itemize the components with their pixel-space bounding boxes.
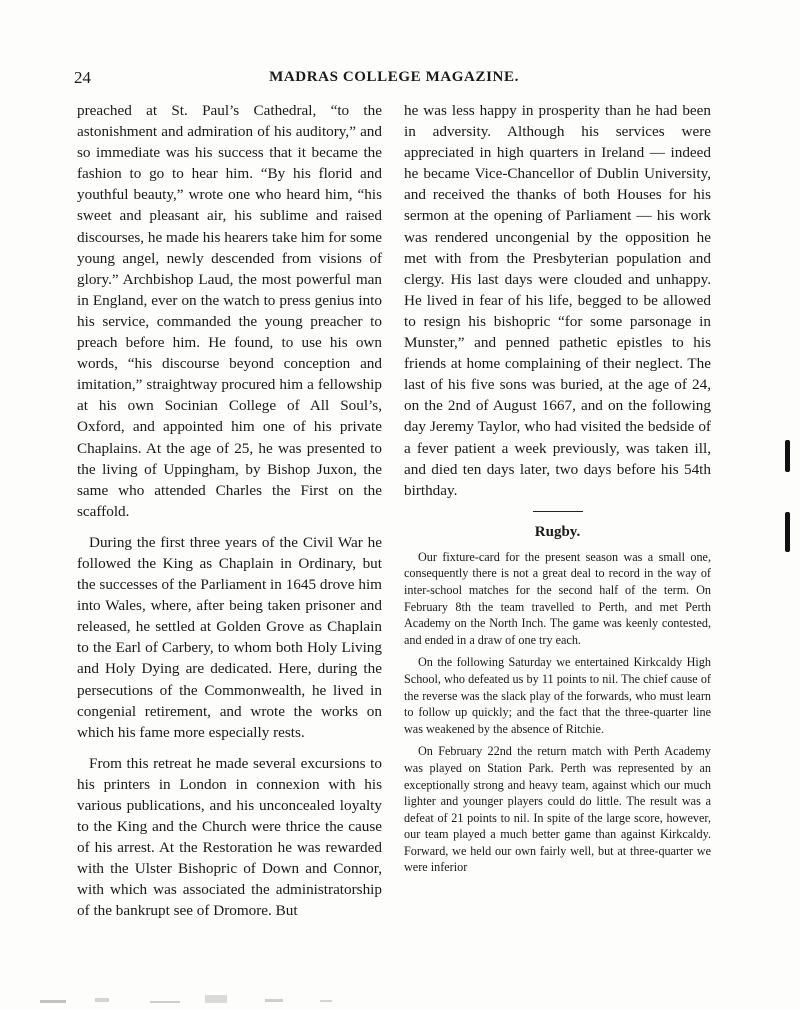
scan-bottom-specks — [0, 986, 800, 1010]
scan-edge-mark — [785, 512, 790, 552]
right-column — [404, 100, 711, 876]
paragraph: On the following Saturday we entertained Kirkcaldy High School, who defeated us by 11 points to nil. The chief cause of the reverse was the slack play of the forwards, who must learn to follow up quickly; and the fact that the three-quarter line was weakened by the absence of Ritchie. — [404, 655, 711, 736]
page-number: 24 — [74, 68, 91, 87]
left-column — [77, 100, 382, 922]
paragraph: preached at St. Paul’s Cathedral, “to the astonishment and admiration of his auditory,” and so immediate was his success that it became the fashion to go to hear him. “By his florid and youthful beauty,” wrote one who heard him, “his sweet and pleasant air, his sublime and raised discourses, he made his hearers take him for some young angel, newly descended from visions of glory.” Archbishop Laud, the most powerful man in England, ever on the watch to press genius into his service, commanded the young preacher to preach before him. He found, to use his own words, “his discourse beyond conception and imitation,” straightway procured him a fellowship at his own Socinian College of All Soul’s, Oxford, and appointed him one of his private Chaplains. At the age of 25, he was presented to the living of Uppingham, by Bishop Juxon, the same who attended Charles the First on the scaffold. — [77, 102, 382, 520]
paragraph: During the first three years of the Civil War he followed the King as Chaplain in Ordinary, but the successes of the Parliament in 1645 drove him into Wales, where, after being taken prisoner and released, he settled at Golden Grove as Chaplain to the Earl of Carbery, to whom both Holy Living and Holy Dying are dedicated. Here, during the persecutions of the Commonwealth, he lived in congenial retirement, and wrote the works on which his fame more especially rests. — [77, 533, 382, 741]
section-heading: Rugby. — [534, 523, 581, 540]
paragraph: he was less happy in prosperity than he had been in adversity. Although his services were appreciated in high quarters in Ireland — indeed he became Vice-Chancellor of Dublin University, and received the thanks of both Houses for his sermon at the opening of Parliament — his work was rendered uncongenial by the opposition he met with from the Presbyterian population and clergy. His last days were clouded and unhappy. He lived in fear of his life, begged to be allowed to resign his bishopric “for some parsonage in Munster,” and penned pathetic epistles to his friends at home complaining of their neglect. The last of his five sons was buried, at the age of 24, on the 2nd of August 1667, and on the following day Jeremy Taylor, who had visited the bedside of a fever patient a week previously, was taken ill, and died ten days later, two days before his 54th birthday. — [404, 102, 711, 499]
scan-edge-mark — [785, 440, 790, 472]
paragraph: From this retreat he made several excursions to his printers in London in connexion with his various publications, and his unconcealed loyalty to the King and the Church were thrice the cause of his arrest. At the Restoration he was rewarded with the Ulster Bishopric of Down and Connor, with which was associated the administratorship of the bankrupt see of Dromore. But — [77, 754, 382, 920]
page-header — [74, 68, 714, 92]
running-title: MADRAS COLLEGE MAGAZINE. — [269, 69, 519, 85]
section-divider — [533, 511, 583, 512]
paragraph: Our fixture-card for the present season was a small one, consequently there is not a great deal to record in the way of inter-school matches for the second half of the term. On February 8th the team travelled to Perth, and met Perth Academy on the North Inch. The game was keenly contested, and ended in a draw of one try each. — [404, 549, 711, 647]
paragraph: On February 22nd the return match with Perth Academy was played on Station Park. Perth was represented by an exceptionally strong and heavy team, against which our much lighter and younger players could do little. The result was a defeat of 21 points to nil. In spite of the large score, however, our team played a much better game than against Kirkcaldy. Forward, we held our own fairly well, but at three-quarter we were inferior — [404, 744, 711, 875]
